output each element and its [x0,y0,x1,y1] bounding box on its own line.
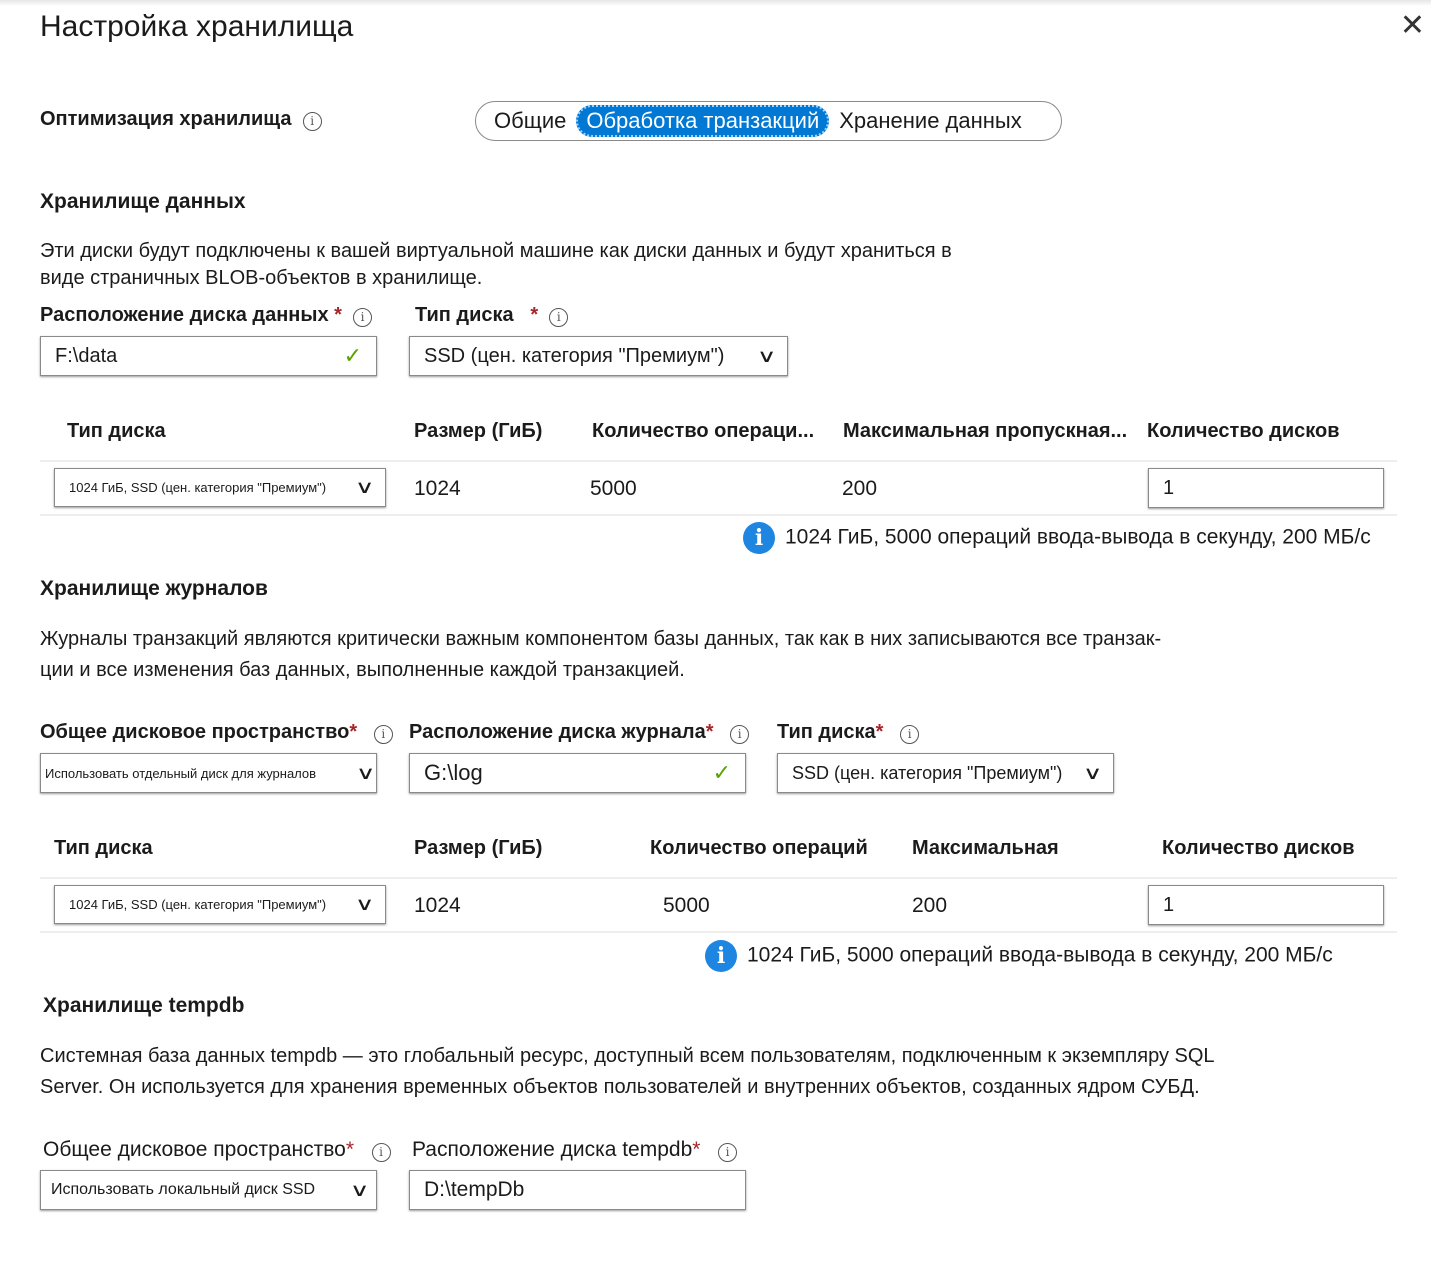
data-disk-count-input[interactable] [1148,468,1384,508]
page-title: Настройка хранилища [40,10,354,43]
input-value: 1 [1163,893,1175,916]
option-transaction-processing[interactable]: Обработка транзакций [576,105,829,137]
log-type-dropdown[interactable] [777,753,1114,793]
log-disk-count-input[interactable] [1148,885,1384,925]
chevron-down-icon: ∨ [1082,762,1103,783]
col-header: Тип диска [67,420,166,442]
chevron-down-icon: ∨ [354,477,375,497]
top-shadow [0,0,1431,6]
dropdown-value: Использовать локальный диск SSD [51,1181,316,1198]
label-text: Расположение диска журнала [409,721,706,743]
label-text: Расположение диска данных [40,304,329,326]
divider [40,931,1397,933]
desc-line: Эти диски будут подключены к вашей виртуальной машине как диски данных и будут храниться в [40,240,952,262]
desc-line: Системная база данных tempdb — это глобальный ресурс, доступный всем пользователям, подключенным к экземпляру SQL [40,1045,1215,1067]
tempdb-location-label [412,1138,737,1162]
required-star: * [530,304,539,326]
size-value: 1024 [414,894,461,917]
info-icon[interactable]: i [718,1143,737,1162]
data-location-label [40,304,372,327]
option-data-warehousing[interactable]: Хранение данных [839,108,1022,133]
info-filled-icon: i [743,522,775,554]
chevron-down-icon: ∨ [354,894,375,914]
close-icon[interactable]: ✕ [1399,9,1425,42]
col-header: Тип диска [54,837,153,859]
iops-value: 5000 [590,477,637,500]
tempdb-space-label [43,1138,391,1162]
info-icon[interactable]: i [374,725,393,744]
col-header: Размер (ГиБ) [414,420,543,442]
dropdown-value: SSD (цен. категория "Премиум") [424,344,725,367]
col-header: Максимальная пропускная... [843,420,1128,442]
input-value: D:\tempDb [424,1178,525,1201]
log-location-label [409,721,749,744]
label-text: Тип диска [415,304,514,326]
tempdb-space-dropdown[interactable] [40,1170,377,1210]
log-location-input[interactable] [409,753,746,793]
label-text: Общее дисковое пространство [43,1138,346,1161]
col-header: Размер (ГиБ) [414,837,543,859]
data-type-label [415,304,568,327]
log-disk-dropdown[interactable] [54,885,386,924]
note-text: 1024 ГиБ, 5000 операций ввода-вывода в секунду, 200 МБ/с [785,525,1371,549]
col-header: Количество операци... [592,420,815,442]
desc-line: виде страничных BLOB-объектов в хранилище. [40,267,483,289]
throughput-value: 200 [912,894,948,917]
dropdown-value: 1024 ГиБ, SSD (цен. категория "Премиум") [69,480,327,495]
option-general[interactable]: Общие [494,108,567,133]
optimization-label [40,108,322,131]
chevron-down-icon: ∨ [355,762,376,783]
tempdb-heading: Хранилище tempdb [43,994,245,1017]
label-text: Общее дисковое пространство [40,721,350,743]
data-storage-description [40,238,952,292]
tempdb-location-input[interactable] [409,1170,746,1210]
log-space-dropdown[interactable] [40,753,377,793]
optimization-segmented-control[interactable] [475,101,1062,141]
info-icon[interactable]: i [303,112,322,131]
input-value: 1 [1163,476,1175,499]
size-value: 1024 [414,477,461,500]
dropdown-value: Использовать отдельный диск для журналов [45,765,317,781]
label-text: Расположение диска tempdb [412,1138,693,1161]
log-storage-description [40,624,1161,686]
data-location-input[interactable] [40,336,377,376]
desc-line: ции и все изменения баз данных, выполненные каждой транзакцией. [40,659,685,681]
dropdown-value: SSD (цен. категория "Премиум") [792,762,1063,783]
label-text: Тип диска [777,721,876,743]
required-star: * [692,1138,701,1161]
required-star: * [705,721,714,743]
col-header: Количество операций [650,837,868,859]
chevron-down-icon: ∨ [349,1179,370,1200]
required-star: * [334,304,342,326]
check-icon: ✓ [343,343,362,368]
col-header: Максимальная [912,837,1059,859]
desc-line: Server. Он используется для хранения временных объектов пользователей и внутренних объектов, созданных ядром СУБД. [40,1076,1200,1098]
log-info-note [705,940,1333,972]
divider [40,514,1397,516]
required-star: * [349,721,358,743]
data-storage-heading: Хранилище данных [40,190,246,213]
optimization-label-text: Оптимизация хранилища [40,108,292,130]
desc-line: Журналы транзакций являются критически важным компонентом базы данных, так как в них записываются все транзак- [40,628,1162,650]
log-space-label [40,721,393,744]
col-header: Количество дисков [1162,837,1355,859]
data-type-dropdown[interactable] [409,336,788,376]
divider [40,460,1397,462]
info-filled-icon: i [705,940,737,972]
iops-value: 5000 [663,894,710,917]
info-icon[interactable]: i [730,725,749,744]
tempdb-description [40,1041,1215,1103]
input-value: G:\log [424,760,483,785]
check-icon: ✓ [712,760,731,785]
input-value: F:\data [55,344,118,367]
info-icon[interactable]: i [353,308,372,327]
log-type-label [777,721,919,744]
required-star: * [875,721,884,743]
divider [40,877,1397,879]
info-icon[interactable]: i [900,725,919,744]
throughput-value: 200 [842,477,878,500]
info-icon[interactable]: i [549,308,568,327]
chevron-down-icon: ∨ [756,345,777,366]
dropdown-value: 1024 ГиБ, SSD (цен. категория "Премиум") [69,897,327,912]
data-info-note [743,522,1371,554]
log-storage-heading: Хранилище журналов [40,577,268,600]
data-disk-dropdown[interactable] [54,468,386,507]
info-icon[interactable]: i [372,1143,391,1162]
col-header: Количество дисков [1147,420,1340,442]
note-text: 1024 ГиБ, 5000 операций ввода-вывода в секунду, 200 МБ/с [747,943,1333,967]
required-star: * [345,1138,355,1161]
